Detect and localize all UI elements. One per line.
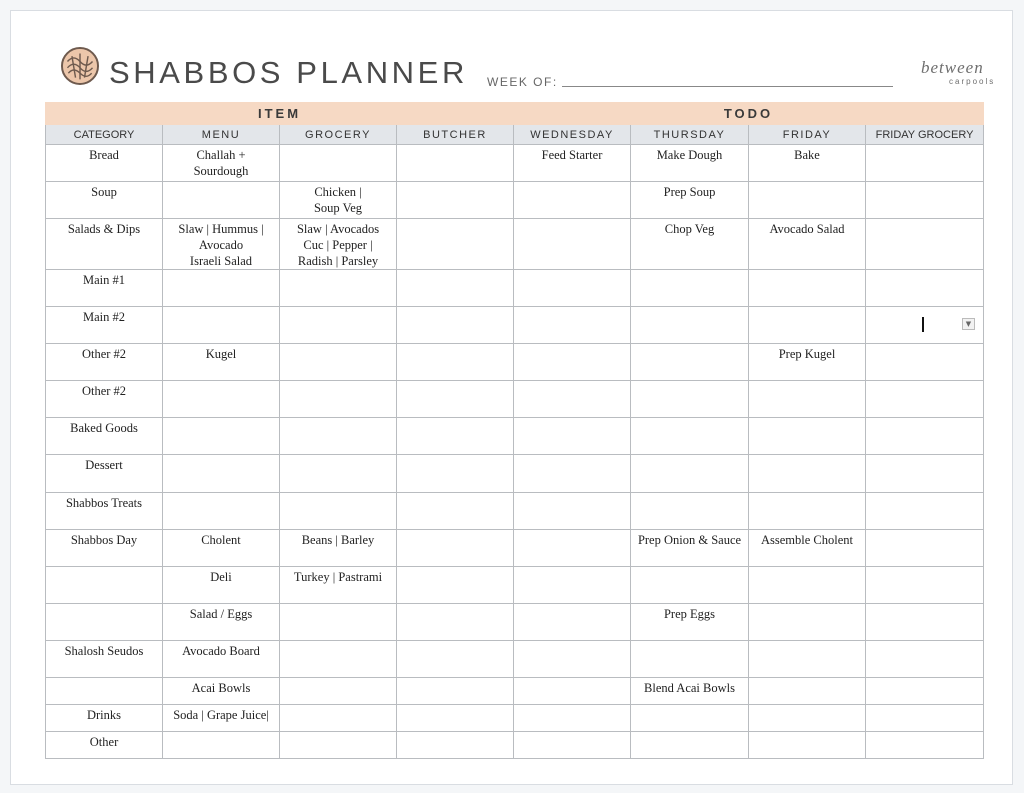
brand-logo-top: between: [921, 58, 984, 77]
cell-thursday[interactable]: [631, 307, 749, 344]
cell-text: Other: [89, 735, 119, 749]
cell-text: Prep Soup: [663, 185, 716, 199]
cell-grocery[interactable]: [280, 307, 397, 344]
page-title: SHABBOS PLANNER: [109, 55, 468, 90]
cell-menu[interactable]: [163, 307, 280, 344]
column-header-wednesday: WEDNESDAY: [514, 125, 631, 145]
cell-grocery[interactable]: [280, 641, 397, 678]
brand-logo-bottom: carpools: [949, 77, 996, 86]
cell-text: Chicken | Soup Veg: [313, 185, 363, 215]
cell-thursday[interactable]: [631, 219, 749, 270]
cell-friday[interactable]: [749, 418, 866, 455]
cell-grocery[interactable]: [280, 732, 397, 759]
cell-butcher[interactable]: [397, 381, 514, 418]
cell-category[interactable]: [46, 182, 163, 219]
cell-thursday[interactable]: [631, 145, 749, 182]
cell-text: Shabbos Day: [70, 533, 138, 547]
cell-friday[interactable]: [749, 641, 866, 678]
todo-group-label: TODO: [723, 106, 774, 121]
table-row: [46, 604, 984, 641]
table-row: [46, 705, 984, 732]
cell-menu[interactable]: [163, 678, 280, 705]
cell-wednesday[interactable]: [514, 307, 631, 344]
cell-wednesday[interactable]: [514, 344, 631, 381]
cell-grocery[interactable]: [280, 530, 397, 567]
cell-grocery[interactable]: [280, 678, 397, 705]
cell-butcher[interactable]: [397, 493, 514, 530]
table-row: [46, 219, 984, 270]
table-row: [46, 145, 984, 182]
cell-text: Baked Goods: [70, 421, 138, 435]
cell-friday[interactable]: [749, 145, 866, 182]
cell-text: Slaw | Avocados Cuc | Pepper | Radish | Parsley: [296, 222, 380, 268]
table-row: [46, 307, 984, 344]
column-header-butcher: BUTCHER: [397, 125, 514, 145]
cell-friday-grocery[interactable]: [866, 307, 984, 344]
cell-text: Beans | Barley: [301, 533, 375, 547]
cell-friday-grocery[interactable]: [866, 182, 984, 219]
cell-thursday[interactable]: [631, 493, 749, 530]
cell-friday-grocery[interactable]: [866, 678, 984, 705]
cell-category[interactable]: [46, 567, 163, 604]
cell-text: Dessert: [85, 458, 123, 472]
cell-text: Other #2: [81, 384, 127, 398]
cell-thursday[interactable]: [631, 381, 749, 418]
table-row: [46, 530, 984, 567]
todo-group-header: [514, 103, 984, 125]
table-row: [46, 732, 984, 759]
cell-wednesday[interactable]: [514, 493, 631, 530]
cell-text: Soup: [91, 185, 117, 199]
cell-text: Turkey | Pastrami: [293, 570, 383, 584]
cell-menu[interactable]: [163, 344, 280, 381]
cell-category[interactable]: [46, 381, 163, 418]
cell-text: Bread: [89, 148, 119, 162]
cell-friday-grocery[interactable]: [866, 567, 984, 604]
planner-table: [45, 102, 984, 759]
item-group-label: ITEM: [257, 106, 302, 121]
cell-grocery[interactable]: [280, 145, 397, 182]
cell-grocery[interactable]: [280, 344, 397, 381]
cell-text: Main #1: [82, 273, 125, 287]
cell-butcher[interactable]: [397, 219, 514, 270]
column-header-menu: MENU: [163, 125, 280, 145]
cell-grocery[interactable]: [280, 219, 397, 270]
cell-thursday[interactable]: [631, 418, 749, 455]
table-row: [46, 678, 984, 705]
cell-friday-grocery[interactable]: [866, 270, 984, 307]
cell-text: Slaw | Hummus | Avocado Israeli Salad: [178, 222, 264, 268]
cell-text: Prep Eggs: [663, 607, 716, 621]
cell-category[interactable]: [46, 455, 163, 493]
column-header-thursday: THURSDAY: [631, 125, 749, 145]
cell-category[interactable]: [46, 344, 163, 381]
table-row: [46, 567, 984, 604]
column-header-category: CATEGORY: [46, 125, 163, 145]
cell-menu[interactable]: [163, 381, 280, 418]
cell-text: Prep Onion & Sauce: [637, 533, 742, 547]
cell-text: Feed Starter: [541, 148, 603, 162]
cell-wednesday[interactable]: [514, 455, 631, 493]
table-row: [46, 344, 984, 381]
cell-friday[interactable]: [749, 270, 866, 307]
cell-friday-grocery[interactable]: [866, 493, 984, 530]
cell-butcher[interactable]: [397, 270, 514, 307]
cell-text: Bake: [794, 148, 820, 162]
cell-text: Drinks: [86, 708, 122, 722]
cell-text: Chop Veg: [664, 222, 715, 236]
cell-friday[interactable]: [749, 344, 866, 381]
cell-thursday[interactable]: [631, 641, 749, 678]
cell-butcher[interactable]: [397, 418, 514, 455]
cell-wednesday[interactable]: [514, 182, 631, 219]
cell-category[interactable]: [46, 678, 163, 705]
cell-thursday[interactable]: [631, 182, 749, 219]
cell-wednesday[interactable]: [514, 418, 631, 455]
cell-friday-grocery[interactable]: [866, 381, 984, 418]
cell-friday-grocery[interactable]: [866, 641, 984, 678]
cell-thursday[interactable]: [631, 604, 749, 641]
cell-category[interactable]: [46, 418, 163, 455]
cell-friday[interactable]: [749, 307, 866, 344]
cell-text: Cholent: [201, 533, 241, 547]
cell-grocery[interactable]: [280, 381, 397, 418]
challah-icon: [61, 47, 99, 85]
table-row: [46, 182, 984, 219]
cell-friday[interactable]: [749, 567, 866, 604]
cell-friday-grocery[interactable]: [866, 732, 984, 759]
cell-wednesday[interactable]: [514, 530, 631, 567]
cell-category[interactable]: [46, 145, 163, 182]
cell-friday[interactable]: [749, 732, 866, 759]
cell-text: Main #2: [82, 310, 125, 324]
cell-friday[interactable]: [749, 604, 866, 641]
cell-butcher[interactable]: [397, 604, 514, 641]
cell-friday[interactable]: [749, 219, 866, 270]
cell-thursday[interactable]: [631, 732, 749, 759]
cell-grocery[interactable]: [280, 455, 397, 493]
cell-thursday[interactable]: [631, 678, 749, 705]
cell-menu[interactable]: [163, 530, 280, 567]
cell-text: Soda | Grape Juice|: [173, 708, 269, 722]
cell-friday[interactable]: [749, 530, 866, 567]
cell-friday[interactable]: [749, 705, 866, 732]
cell-grocery[interactable]: [280, 270, 397, 307]
cell-friday[interactable]: [749, 381, 866, 418]
cell-wednesday[interactable]: [514, 641, 631, 678]
cell-text: Prep Kugel: [778, 347, 836, 361]
cell-friday[interactable]: [749, 678, 866, 705]
cell-category[interactable]: [46, 307, 163, 344]
cell-menu[interactable]: [163, 641, 280, 678]
cell-menu[interactable]: [163, 455, 280, 493]
cell-wednesday[interactable]: [514, 381, 631, 418]
column-header-friday-grocery: FRIDAY GROCERY: [866, 125, 984, 145]
cell-butcher[interactable]: [397, 307, 514, 344]
table-row: [46, 455, 984, 493]
cell-butcher[interactable]: [397, 732, 514, 759]
cell-menu[interactable]: [163, 182, 280, 219]
cell-butcher[interactable]: [397, 641, 514, 678]
active-cell-editor[interactable]: [866, 309, 983, 349]
cell-friday-grocery[interactable]: [866, 418, 984, 455]
cell-text: Make Dough: [656, 148, 723, 162]
week-of-label: WEEK OF:: [487, 75, 558, 89]
cell-text: Other #2: [81, 347, 127, 361]
cell-category[interactable]: [46, 530, 163, 567]
cell-menu[interactable]: [163, 145, 280, 182]
column-header-grocery: GROCERY: [280, 125, 397, 145]
cell-menu[interactable]: [163, 567, 280, 604]
table-row: [46, 270, 984, 307]
cell-butcher[interactable]: [397, 705, 514, 732]
cell-menu[interactable]: [163, 219, 280, 270]
cell-wednesday[interactable]: [514, 678, 631, 705]
cell-friday-grocery[interactable]: [866, 530, 984, 567]
cell-menu[interactable]: [163, 270, 280, 307]
week-of-field[interactable]: [562, 86, 893, 87]
table-row: [46, 418, 984, 455]
cell-wednesday[interactable]: [514, 219, 631, 270]
cell-wednesday[interactable]: [514, 145, 631, 182]
cell-butcher[interactable]: [397, 455, 514, 493]
cell-grocery[interactable]: [280, 493, 397, 530]
cell-text: Avocado Salad: [769, 222, 845, 236]
cell-friday-grocery[interactable]: [866, 344, 984, 381]
cell-friday[interactable]: [749, 182, 866, 219]
cell-butcher[interactable]: [397, 678, 514, 705]
cell-thursday[interactable]: [631, 270, 749, 307]
cell-category[interactable]: [46, 270, 163, 307]
cell-menu[interactable]: [163, 604, 280, 641]
cell-grocery[interactable]: [280, 567, 397, 604]
cell-category[interactable]: [46, 604, 163, 641]
cell-wednesday[interactable]: [514, 270, 631, 307]
item-group-header: [46, 103, 514, 125]
cell-thursday[interactable]: [631, 344, 749, 381]
cell-text: Shabbos Treats: [65, 496, 143, 510]
cell-text: Shalosh Seudos: [64, 644, 144, 658]
cell-thursday[interactable]: [631, 567, 749, 604]
cell-menu[interactable]: [163, 493, 280, 530]
cell-friday-grocery[interactable]: [866, 219, 984, 270]
cell-text: Challah + Sourdough: [193, 148, 249, 178]
cell-text: Blend Acai Bowls: [644, 681, 735, 695]
cell-wednesday[interactable]: [514, 604, 631, 641]
cell-category[interactable]: [46, 641, 163, 678]
cell-menu[interactable]: [163, 705, 280, 732]
cell-category[interactable]: [46, 732, 163, 759]
cell-category[interactable]: [46, 705, 163, 732]
cell-text: Deli: [210, 570, 232, 584]
cell-text: Salad / Eggs: [189, 607, 253, 621]
table-row: [46, 493, 984, 530]
cell-text: Assemble Cholent: [760, 533, 853, 547]
cell-friday-grocery[interactable]: [866, 604, 984, 641]
table-row: [46, 641, 984, 678]
cell-text: Kugel: [205, 347, 237, 361]
cell-category[interactable]: [46, 493, 163, 530]
cell-grocery[interactable]: [280, 418, 397, 455]
text-cursor: [922, 317, 924, 332]
cell-butcher[interactable]: [397, 145, 514, 182]
cell-grocery[interactable]: [280, 182, 397, 219]
cell-friday[interactable]: [749, 493, 866, 530]
cell-thursday[interactable]: [631, 455, 749, 493]
dropdown-arrow-icon[interactable]: ▼: [962, 318, 975, 330]
cell-butcher[interactable]: [397, 182, 514, 219]
cell-butcher[interactable]: [397, 567, 514, 604]
cell-friday-grocery[interactable]: [866, 145, 984, 182]
cell-friday-grocery[interactable]: [866, 455, 984, 493]
cell-thursday[interactable]: [631, 705, 749, 732]
cell-butcher[interactable]: [397, 530, 514, 567]
cell-category[interactable]: [46, 219, 163, 270]
table-row: [46, 381, 984, 418]
cell-grocery[interactable]: [280, 705, 397, 732]
cell-butcher[interactable]: [397, 344, 514, 381]
cell-thursday[interactable]: [631, 530, 749, 567]
column-header-friday: FRIDAY: [749, 125, 866, 145]
cell-wednesday[interactable]: [514, 567, 631, 604]
cell-menu[interactable]: [163, 418, 280, 455]
cell-menu[interactable]: [163, 732, 280, 759]
cell-wednesday[interactable]: [514, 705, 631, 732]
cell-friday-grocery[interactable]: [866, 705, 984, 732]
cell-text: Salads & Dips: [67, 222, 141, 236]
cell-wednesday[interactable]: [514, 732, 631, 759]
brand-logo: [917, 57, 1003, 91]
cell-friday[interactable]: [749, 455, 866, 493]
cell-text: Acai Bowls: [191, 681, 251, 695]
cell-grocery[interactable]: [280, 604, 397, 641]
cell-text: Avocado Board: [182, 644, 260, 658]
